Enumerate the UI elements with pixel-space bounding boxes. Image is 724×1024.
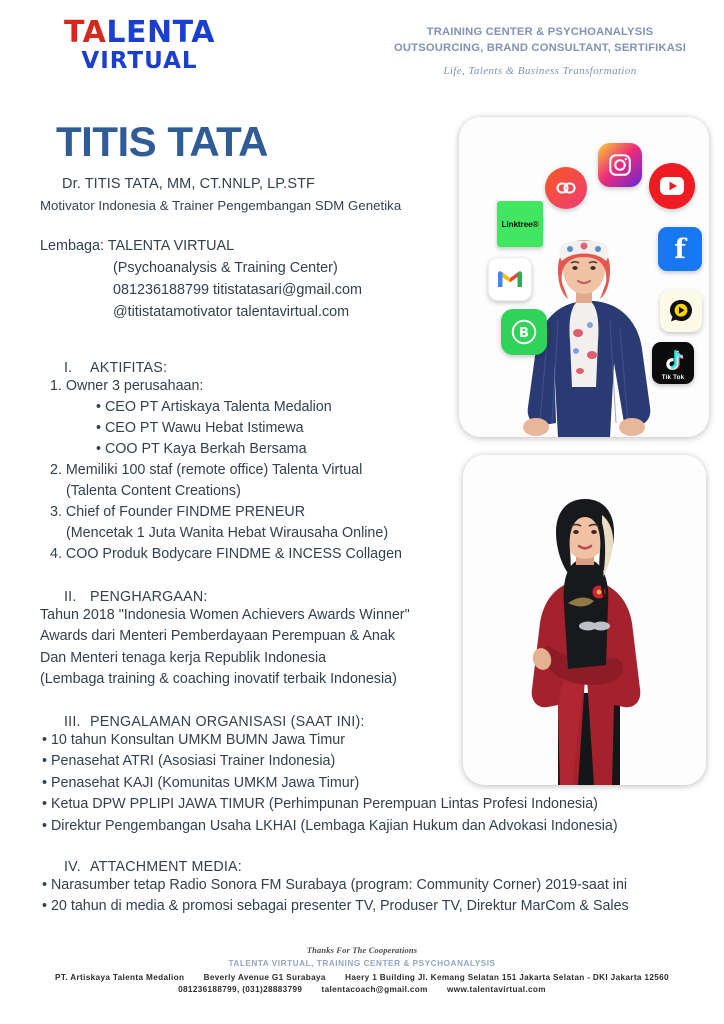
list-item: • Penasehat ATRI (Asosiasi Trainer Indonesia) — [42, 753, 336, 770]
section-numeral: I. — [64, 360, 73, 376]
section-title: AKTIFITAS: — [90, 360, 168, 376]
section-body — [40, 875, 700, 918]
photo-card-portrait — [463, 455, 706, 785]
header-tagline-block — [380, 24, 700, 77]
section-heading — [40, 859, 700, 875]
social-handle-and-website[interactable]: @titistatamotivator talentavirtual.com — [113, 303, 350, 320]
link-icon[interactable] — [545, 167, 587, 209]
facebook-icon[interactable] — [658, 227, 702, 271]
youtube-icon[interactable] — [649, 163, 695, 209]
section-aktifitas — [40, 360, 460, 565]
tagline-line-2: OUTSOURCING, BRAND CONSULTANT, SERTIFIKASI — [393, 42, 687, 55]
list-item: • Ketua DPW PPLIPI JAWA TIMUR (Perhimpunan Perempuan Lintas Profesi Indonesia) — [42, 796, 598, 813]
institution-subtitle: (Psychoanalysis & Training Center) — [113, 259, 338, 276]
footer-phone[interactable]: 081236188799, (031)28883799 — [178, 985, 303, 994]
list-item: 2. Memiliki 100 staf (remote office) Talenta Virtual — [50, 462, 363, 479]
list-item: • COO PT Kaya Berkah Bersama — [96, 441, 307, 458]
section-heading — [40, 360, 460, 376]
footer-address-company: PT. Artiskaya Talenta Medalion — [55, 973, 185, 982]
footer-contact-line — [0, 985, 724, 994]
gmail-envelope-glyph — [497, 269, 523, 289]
page-title: TITIS TATA — [56, 118, 268, 165]
tiktok-icon[interactable] — [652, 342, 694, 384]
logo-wordmark-top — [64, 15, 215, 50]
tiktok-note-glyph — [662, 349, 684, 373]
list-item: (Talenta Content Creations) — [66, 483, 241, 500]
section-title: PENGHARGAAN: — [90, 589, 208, 605]
tagline-line-1: TRAINING CENTER & PSYCHOANALYSIS — [426, 26, 654, 38]
kwai-glyph — [667, 298, 695, 324]
instagram-icon[interactable] — [598, 143, 642, 187]
list-item: (Lembaga training & coaching inovatif terbaik Indonesia) — [40, 671, 397, 688]
portrait-photo-bottom — [502, 493, 668, 785]
footer-thanks: Thanks For The Cooperations — [306, 946, 418, 955]
youtube-glyph — [659, 176, 685, 196]
footer-address-surabaya: Beverly Avenue G1 Surabaya — [203, 973, 326, 982]
footer-website[interactable]: www.talentavirtual.com — [447, 985, 546, 994]
section-numeral: II. — [64, 589, 77, 605]
logo-wordmark-bottom: VIRTUAL — [81, 48, 198, 74]
photo-card-social — [459, 117, 709, 437]
chain-link-glyph — [554, 176, 578, 200]
section-penghargaan — [40, 589, 470, 691]
institution-name: Lembaga: TALENTA VIRTUAL — [40, 238, 235, 254]
whatsapp-b-glyph — [510, 318, 538, 346]
company-slogan: Life, Talents & Business Transformation — [443, 65, 637, 78]
facebook-letter: f — [674, 233, 686, 265]
list-item: • Penasehat KAJI (Komunitas UMKM Jawa Timur) — [42, 774, 360, 791]
section-body — [40, 605, 470, 691]
page-footer — [0, 946, 724, 994]
linktree-label: Linktree® — [501, 219, 539, 229]
section-attachment-media — [40, 859, 700, 918]
logo-text-lenta: LENTA — [106, 15, 215, 50]
phone-and-email[interactable]: 081236188799 titistatasari@gmail.com — [113, 281, 362, 298]
list-item: • Narasumber tetap Radio Sonora FM Surabaya (program: Community Corner) 2019-saat ini — [42, 877, 628, 893]
section-numeral: III. — [64, 714, 81, 730]
logo-text-ta: TA — [64, 15, 107, 50]
gmail-icon[interactable] — [488, 257, 532, 301]
footer-address-jakarta: Haery 1 Building Jl. Kemang Selatan 151 Jakarta Selatan - DKI Jakarta 12560 — [345, 973, 669, 982]
list-item: Dan Menteri tenaga kerja Republik Indonesia — [40, 649, 327, 666]
page-header — [0, 0, 724, 100]
section-numeral: IV. — [64, 859, 81, 875]
profile-credentials: Dr. TITIS TATA, MM, CT.NNLP, LP.STF — [62, 176, 316, 192]
section-title: PENGALAMAN ORGANISASI (SAAT INI): — [90, 714, 365, 730]
profile-role: Motivator Indonesia & Trainer Pengembangan SDM Genetika — [40, 198, 402, 213]
section-heading — [40, 589, 470, 605]
list-item: Tahun 2018 "Indonesia Women Achievers Awards Winner" — [40, 607, 410, 623]
list-item: • Direktur Pengembangan Usaha LKHAI (Lembaga Kajian Hukum dan Advokasi Indonesia) — [42, 817, 618, 834]
tiktok-label: Tik Tok — [661, 374, 685, 381]
list-item: • CEO PT Wawu Hebat Istimewa — [96, 420, 304, 437]
list-item: (Mencetak 1 Juta Wanita Hebat Wirausaha Online) — [66, 525, 389, 542]
svg-text:B: B — [519, 326, 529, 341]
profile-contact-block — [40, 236, 362, 324]
kwai-icon[interactable] — [660, 290, 702, 332]
linktree-icon[interactable] — [497, 201, 543, 247]
section-body — [40, 376, 460, 565]
list-item: Awards dari Menteri Pemberdayaan Perempuan & Anak — [40, 628, 395, 645]
footer-email[interactable]: talentacoach@gmail.com — [321, 985, 428, 994]
footer-address-line — [0, 973, 724, 982]
list-item: 1. Owner 3 perusahaan: — [50, 378, 204, 394]
talenta-virtual-logo — [64, 15, 215, 74]
list-item: • CEO PT Artiskaya Talenta Medalion — [96, 399, 332, 416]
footer-company-line: TALENTA VIRTUAL, TRAINING CENTER & PSYCHOANALYSIS — [228, 959, 496, 968]
section-title: ATTACHMENT MEDIA: — [90, 859, 242, 875]
list-item: • 20 tahun di media & promosi sebagai presenter TV, Produser TV, Direktur MarCom & Sales — [42, 898, 629, 915]
instagram-glyph — [607, 152, 633, 178]
whatsapp-business-icon[interactable] — [501, 309, 547, 355]
list-item: 4. COO Produk Bodycare FINDME & INCESS Collagen — [50, 546, 402, 563]
list-item: 3. Chief of Founder FINDME PRENEUR — [50, 504, 306, 521]
list-item: • 10 tahun Konsultan UMKM BUMN Jawa Timur — [42, 732, 345, 748]
